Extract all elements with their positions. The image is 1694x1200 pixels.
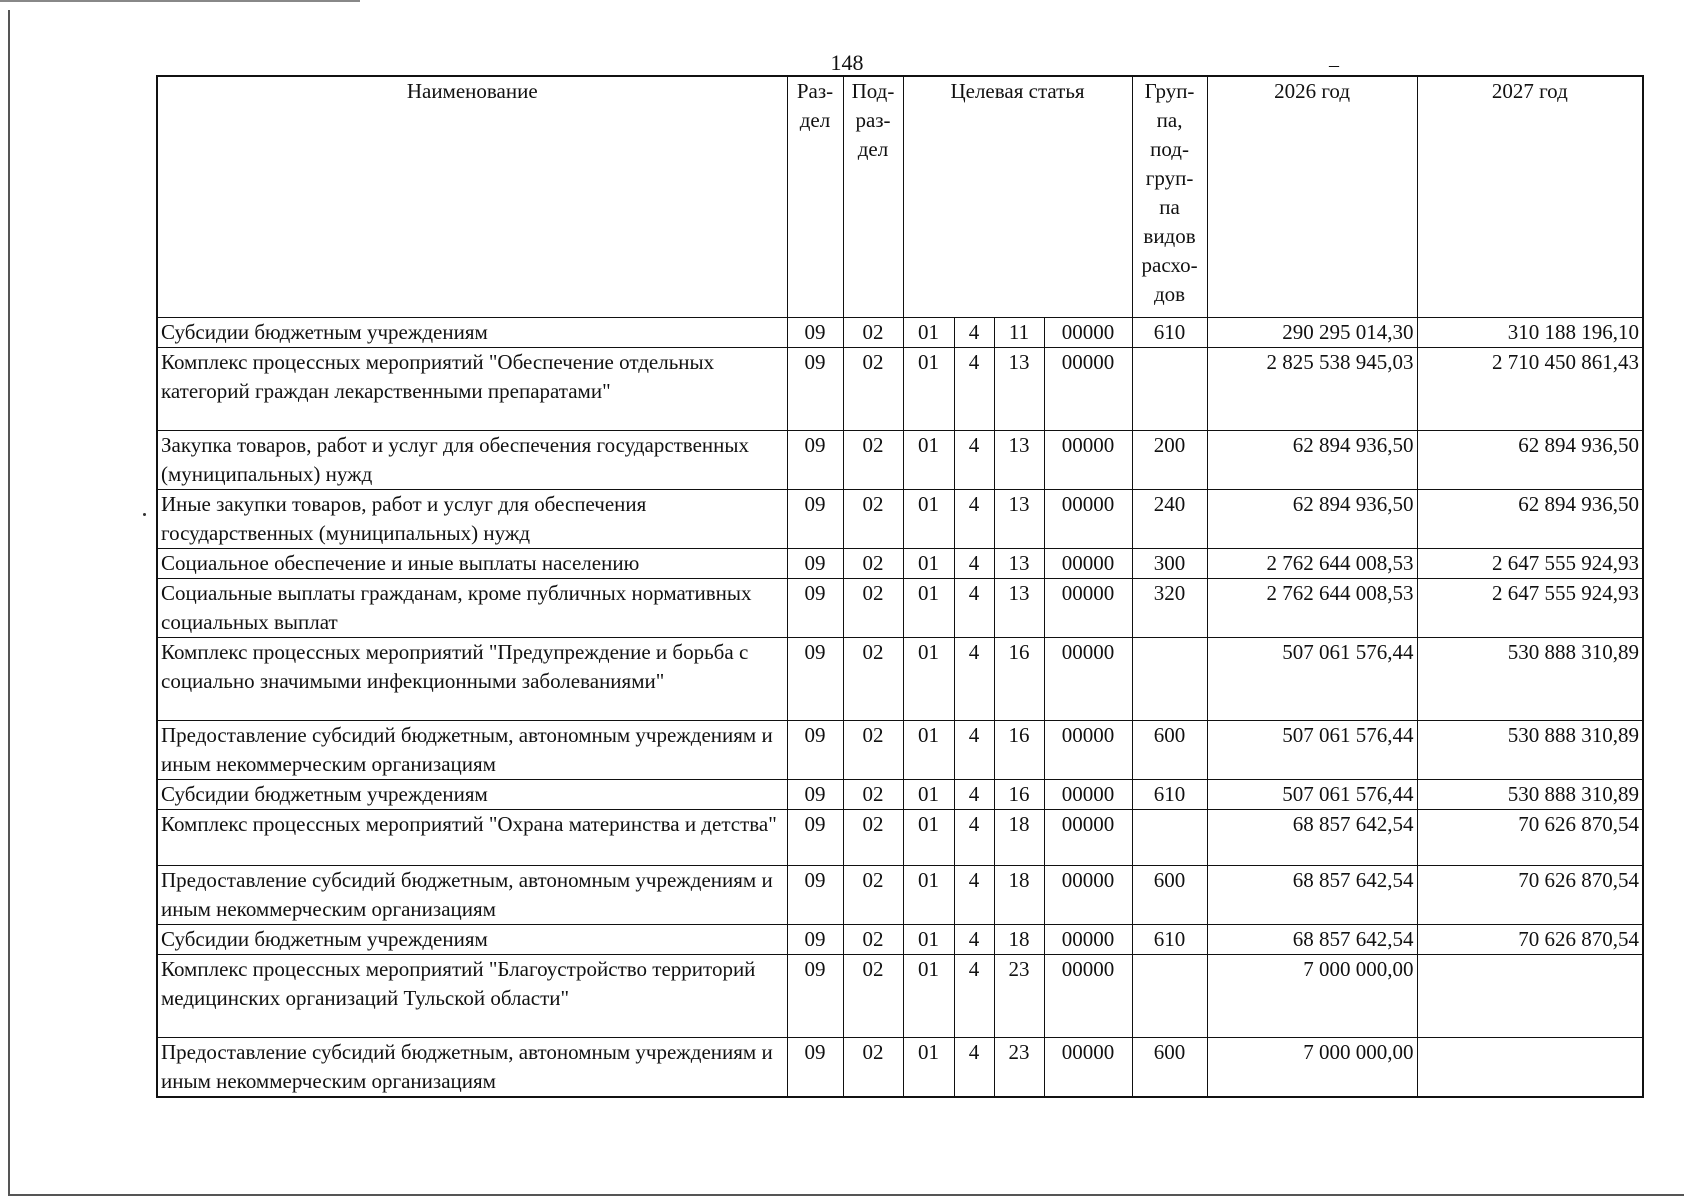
row-razdel-cell: 09 bbox=[787, 489, 843, 548]
row-amount-2027-cell: 2 710 450 861,43 bbox=[1417, 347, 1643, 430]
row-target-type-cell: 4 bbox=[954, 809, 994, 865]
row-target-program-cell: 01 bbox=[903, 1037, 954, 1097]
row-podrazdel-cell: 02 bbox=[843, 924, 903, 954]
row-target-measure-cell: 13 bbox=[994, 489, 1044, 548]
table-row bbox=[157, 924, 1643, 954]
row-name-cell: Комплекс процессных мероприятий "Обеспечение отдельных категорий граждан лекарственными препаратами" bbox=[157, 347, 787, 430]
row-podrazdel-cell: 02 bbox=[843, 347, 903, 430]
row-razdel-cell: 09 bbox=[787, 637, 843, 720]
row-target-program-cell: 01 bbox=[903, 954, 954, 1037]
row-name-cell: Комплекс процессных мероприятий "Охрана материнства и детства" bbox=[157, 809, 787, 865]
row-podrazdel-cell: 02 bbox=[843, 430, 903, 489]
row-podrazdel-cell: 02 bbox=[843, 578, 903, 637]
row-podrazdel-cell: 02 bbox=[843, 865, 903, 924]
row-expense-group-cell bbox=[1132, 954, 1207, 1037]
row-expense-group-cell: 600 bbox=[1132, 720, 1207, 779]
row-expense-group-cell bbox=[1132, 347, 1207, 430]
row-podrazdel-cell: 02 bbox=[843, 954, 903, 1037]
row-target-measure-cell: 13 bbox=[994, 578, 1044, 637]
row-razdel-cell: 09 bbox=[787, 1037, 843, 1097]
row-razdel-cell: 09 bbox=[787, 924, 843, 954]
row-razdel-cell: 09 bbox=[787, 578, 843, 637]
row-podrazdel-cell: 02 bbox=[843, 720, 903, 779]
row-amount-2027-cell: 530 888 310,89 bbox=[1417, 637, 1643, 720]
table-row bbox=[157, 548, 1643, 578]
row-target-direction-cell: 00000 bbox=[1044, 954, 1132, 1037]
table-row bbox=[157, 637, 1643, 720]
row-amount-2026-cell: 68 857 642,54 bbox=[1207, 865, 1417, 924]
row-expense-group-cell: 200 bbox=[1132, 430, 1207, 489]
row-name-cell: Комплекс процессных мероприятий "Благоустройство территорий медицинских организаций Тульской области" bbox=[157, 954, 787, 1037]
row-target-measure-cell: 11 bbox=[994, 317, 1044, 347]
row-target-type-cell: 4 bbox=[954, 924, 994, 954]
row-amount-2027-cell bbox=[1417, 1037, 1643, 1097]
row-target-direction-cell: 00000 bbox=[1044, 578, 1132, 637]
table-header-row bbox=[157, 76, 1643, 317]
scan-speck bbox=[143, 513, 146, 516]
row-name-cell: Закупка товаров, работ и услуг для обеспечения государственных (муниципальных) нужд bbox=[157, 430, 787, 489]
row-expense-group-cell: 610 bbox=[1132, 779, 1207, 809]
row-target-direction-cell: 00000 bbox=[1044, 1037, 1132, 1097]
row-target-measure-cell: 13 bbox=[994, 430, 1044, 489]
row-amount-2026-cell: 62 894 936,50 bbox=[1207, 489, 1417, 548]
row-expense-group-cell: 240 bbox=[1132, 489, 1207, 548]
row-amount-2027-cell: 70 626 870,54 bbox=[1417, 924, 1643, 954]
row-target-measure-cell: 23 bbox=[994, 1037, 1044, 1097]
dash-mark: – bbox=[1329, 54, 1339, 76]
row-target-type-cell: 4 bbox=[954, 317, 994, 347]
row-target-program-cell: 01 bbox=[903, 347, 954, 430]
row-name-cell: Комплекс процессных мероприятий "Предупреждение и борьба с социально значимыми инфекционными заболеваниями" bbox=[157, 637, 787, 720]
table-row bbox=[157, 1037, 1643, 1097]
row-target-type-cell: 4 bbox=[954, 637, 994, 720]
row-razdel-cell: 09 bbox=[787, 779, 843, 809]
table-row bbox=[157, 720, 1643, 779]
row-target-measure-cell: 13 bbox=[994, 347, 1044, 430]
row-target-direction-cell: 00000 bbox=[1044, 317, 1132, 347]
row-podrazdel-cell: 02 bbox=[843, 779, 903, 809]
row-expense-group-cell bbox=[1132, 809, 1207, 865]
row-amount-2026-cell: 507 061 576,44 bbox=[1207, 720, 1417, 779]
header-year-2026: 2026 год bbox=[1207, 76, 1417, 317]
row-amount-2026-cell: 68 857 642,54 bbox=[1207, 924, 1417, 954]
row-target-program-cell: 01 bbox=[903, 865, 954, 924]
table-row bbox=[157, 347, 1643, 430]
row-target-program-cell: 01 bbox=[903, 637, 954, 720]
row-target-type-cell: 4 bbox=[954, 489, 994, 548]
header-razdel: Раз- дел bbox=[787, 76, 843, 317]
row-razdel-cell: 09 bbox=[787, 954, 843, 1037]
row-amount-2026-cell: 290 295 014,30 bbox=[1207, 317, 1417, 347]
row-name-cell: Субсидии бюджетным учреждениям bbox=[157, 779, 787, 809]
row-name-cell: Субсидии бюджетным учреждениям bbox=[157, 317, 787, 347]
row-amount-2026-cell: 507 061 576,44 bbox=[1207, 637, 1417, 720]
row-name-cell: Предоставление субсидий бюджетным, автономным учреждениям и иным некоммерческим организациям bbox=[157, 1037, 787, 1097]
row-target-program-cell: 01 bbox=[903, 317, 954, 347]
row-amount-2027-cell bbox=[1417, 954, 1643, 1037]
row-target-direction-cell: 00000 bbox=[1044, 779, 1132, 809]
header-podrazdel: Под- раз- дел bbox=[843, 76, 903, 317]
row-target-type-cell: 4 bbox=[954, 865, 994, 924]
row-expense-group-cell: 300 bbox=[1132, 548, 1207, 578]
row-target-program-cell: 01 bbox=[903, 809, 954, 865]
row-target-type-cell: 4 bbox=[954, 548, 994, 578]
row-expense-group-cell: 320 bbox=[1132, 578, 1207, 637]
row-amount-2027-cell: 530 888 310,89 bbox=[1417, 779, 1643, 809]
row-name-cell: Субсидии бюджетным учреждениям bbox=[157, 924, 787, 954]
row-podrazdel-cell: 02 bbox=[843, 809, 903, 865]
row-amount-2026-cell: 2 762 644 008,53 bbox=[1207, 548, 1417, 578]
row-name-cell: Социальное обеспечение и иные выплаты населению bbox=[157, 548, 787, 578]
row-target-direction-cell: 00000 bbox=[1044, 347, 1132, 430]
row-amount-2027-cell: 2 647 555 924,93 bbox=[1417, 578, 1643, 637]
row-amount-2026-cell: 7 000 000,00 bbox=[1207, 954, 1417, 1037]
row-target-program-cell: 01 bbox=[903, 548, 954, 578]
row-name-cell: Социальные выплаты гражданам, кроме публичных нормативных социальных выплат bbox=[157, 578, 787, 637]
row-target-direction-cell: 00000 bbox=[1044, 720, 1132, 779]
row-podrazdel-cell: 02 bbox=[843, 489, 903, 548]
row-target-direction-cell: 00000 bbox=[1044, 637, 1132, 720]
table-row bbox=[157, 430, 1643, 489]
table-row bbox=[157, 954, 1643, 1037]
row-target-type-cell: 4 bbox=[954, 720, 994, 779]
row-podrazdel-cell: 02 bbox=[843, 637, 903, 720]
table-body bbox=[157, 317, 1643, 1097]
row-target-program-cell: 01 bbox=[903, 489, 954, 548]
row-amount-2026-cell: 507 061 576,44 bbox=[1207, 779, 1417, 809]
row-target-measure-cell: 18 bbox=[994, 865, 1044, 924]
header-expense-group: Груп- па, под- груп- па видов расхо- дов bbox=[1132, 76, 1207, 317]
table-row bbox=[157, 489, 1643, 548]
table-row bbox=[157, 779, 1643, 809]
row-target-measure-cell: 23 bbox=[994, 954, 1044, 1037]
row-target-program-cell: 01 bbox=[903, 779, 954, 809]
row-target-program-cell: 01 bbox=[903, 720, 954, 779]
row-target-measure-cell: 18 bbox=[994, 924, 1044, 954]
row-target-program-cell: 01 bbox=[903, 578, 954, 637]
row-razdel-cell: 09 bbox=[787, 809, 843, 865]
row-amount-2027-cell: 70 626 870,54 bbox=[1417, 809, 1643, 865]
row-podrazdel-cell: 02 bbox=[843, 317, 903, 347]
row-target-measure-cell: 18 bbox=[994, 809, 1044, 865]
row-target-type-cell: 4 bbox=[954, 1037, 994, 1097]
row-amount-2027-cell: 530 888 310,89 bbox=[1417, 720, 1643, 779]
row-target-program-cell: 01 bbox=[903, 430, 954, 489]
row-expense-group-cell: 600 bbox=[1132, 865, 1207, 924]
header-target-article: Целевая статья bbox=[903, 76, 1132, 317]
row-razdel-cell: 09 bbox=[787, 317, 843, 347]
row-expense-group-cell: 610 bbox=[1132, 317, 1207, 347]
row-name-cell: Предоставление субсидий бюджетным, автономным учреждениям и иным некоммерческим организациям bbox=[157, 865, 787, 924]
row-target-measure-cell: 16 bbox=[994, 779, 1044, 809]
row-target-direction-cell: 00000 bbox=[1044, 430, 1132, 489]
row-target-program-cell: 01 bbox=[903, 924, 954, 954]
row-razdel-cell: 09 bbox=[787, 548, 843, 578]
row-amount-2027-cell: 62 894 936,50 bbox=[1417, 489, 1643, 548]
table-row bbox=[157, 578, 1643, 637]
row-razdel-cell: 09 bbox=[787, 347, 843, 430]
page-number: 148 bbox=[830, 50, 864, 75]
row-amount-2026-cell: 2 762 644 008,53 bbox=[1207, 578, 1417, 637]
row-target-type-cell: 4 bbox=[954, 347, 994, 430]
row-target-type-cell: 4 bbox=[954, 779, 994, 809]
scan-edge-line bbox=[0, 0, 360, 2]
row-target-direction-cell: 00000 bbox=[1044, 865, 1132, 924]
row-target-direction-cell: 00000 bbox=[1044, 489, 1132, 548]
row-amount-2027-cell: 2 647 555 924,93 bbox=[1417, 548, 1643, 578]
row-amount-2027-cell: 62 894 936,50 bbox=[1417, 430, 1643, 489]
row-target-measure-cell: 16 bbox=[994, 637, 1044, 720]
row-target-direction-cell: 00000 bbox=[1044, 548, 1132, 578]
row-target-measure-cell: 13 bbox=[994, 548, 1044, 578]
row-target-type-cell: 4 bbox=[954, 954, 994, 1037]
row-razdel-cell: 09 bbox=[787, 430, 843, 489]
header-year-2027: 2027 год bbox=[1417, 76, 1643, 317]
row-razdel-cell: 09 bbox=[787, 865, 843, 924]
table-row bbox=[157, 865, 1643, 924]
row-amount-2026-cell: 62 894 936,50 bbox=[1207, 430, 1417, 489]
row-amount-2027-cell: 70 626 870,54 bbox=[1417, 865, 1643, 924]
row-target-measure-cell: 16 bbox=[994, 720, 1044, 779]
row-amount-2026-cell: 68 857 642,54 bbox=[1207, 809, 1417, 865]
table-row bbox=[157, 809, 1643, 865]
row-razdel-cell: 09 bbox=[787, 720, 843, 779]
budget-table bbox=[156, 75, 1644, 1098]
row-podrazdel-cell: 02 bbox=[843, 548, 903, 578]
row-expense-group-cell: 600 bbox=[1132, 1037, 1207, 1097]
header-name: Наименование bbox=[157, 76, 787, 317]
row-podrazdel-cell: 02 bbox=[843, 1037, 903, 1097]
row-name-cell: Иные закупки товаров, работ и услуг для обеспечения государственных (муниципальных) нужд bbox=[157, 489, 787, 548]
row-target-direction-cell: 00000 bbox=[1044, 809, 1132, 865]
row-amount-2026-cell: 7 000 000,00 bbox=[1207, 1037, 1417, 1097]
row-amount-2026-cell: 2 825 538 945,03 bbox=[1207, 347, 1417, 430]
row-amount-2027-cell: 310 188 196,10 bbox=[1417, 317, 1643, 347]
row-expense-group-cell bbox=[1132, 637, 1207, 720]
row-target-direction-cell: 00000 bbox=[1044, 924, 1132, 954]
row-name-cell: Предоставление субсидий бюджетным, автономным учреждениям и иным некоммерческим организациям bbox=[157, 720, 787, 779]
table-row bbox=[157, 317, 1643, 347]
row-target-type-cell: 4 bbox=[954, 578, 994, 637]
row-target-type-cell: 4 bbox=[954, 430, 994, 489]
row-expense-group-cell: 610 bbox=[1132, 924, 1207, 954]
